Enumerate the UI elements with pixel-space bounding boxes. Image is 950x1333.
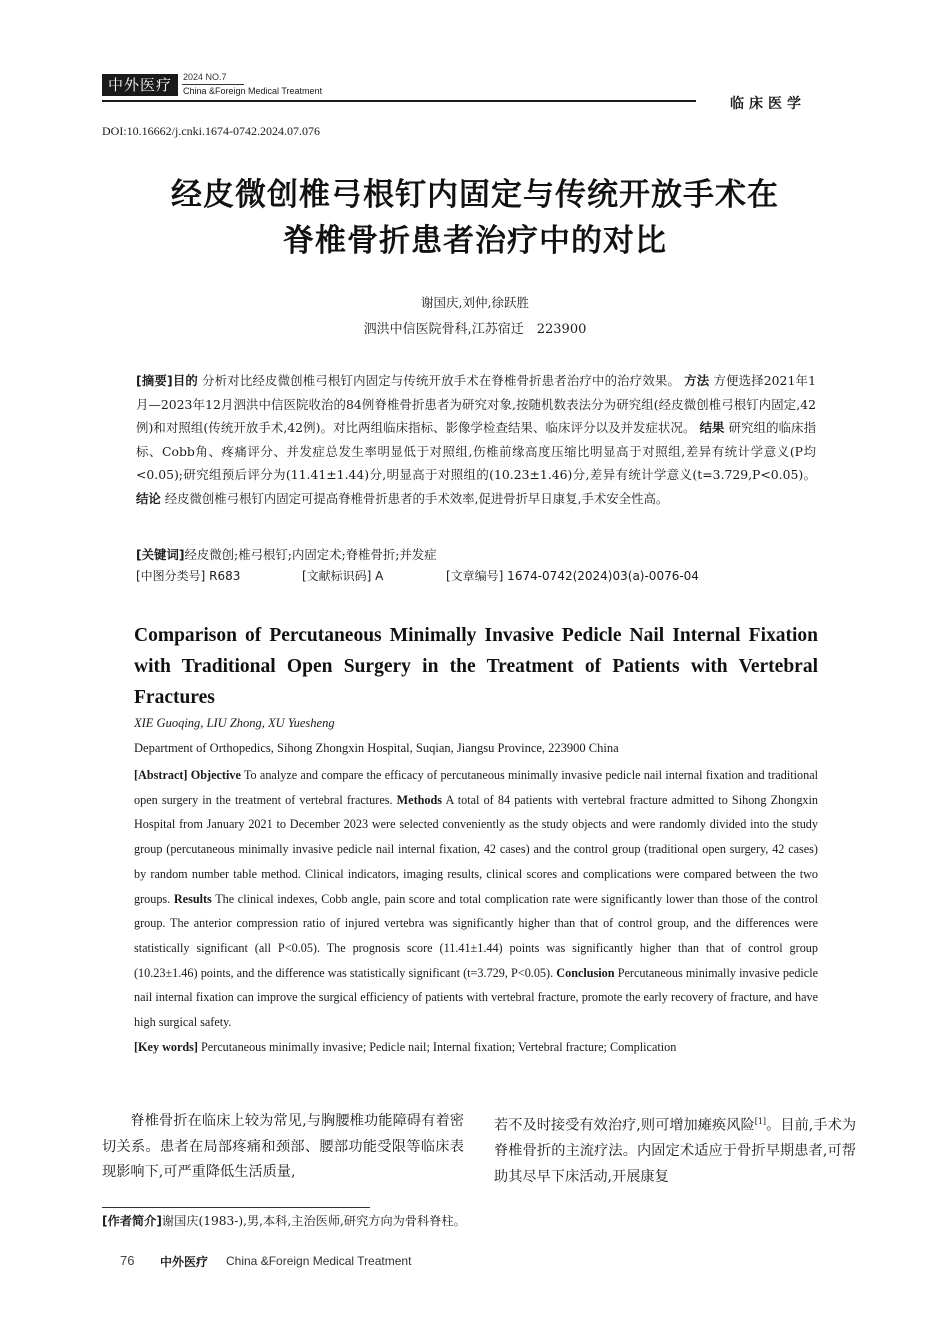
results-label-cn: 结果 <box>699 420 725 435</box>
issue-number: 2024 NO.7 <box>183 72 227 82</box>
title-cn <box>60 172 890 264</box>
objective-label-en: Objective <box>190 768 241 782</box>
results-en: The clinical indexes, Cobb angle, pain score and total complication rate were significantly lower than those of the control group. The anterior compression ratio of injured vertebra was significantly higher than that of control group, and the differences were statistically significant (all P<0.05). The prognosis score (11.41±1.44) points was significantly higher than that of control group (10.23±1.46) points, and the difference was statistically significant (t=3.729, P<0.05). <box>134 891 819 980</box>
results-cn: 研究组的临床指标、Cobb角、疼痛评分、并发症总发生率明显低于对照组,伤椎前缘高度压缩比明显高于对照组,差异有统计学意义(P均<0.05);研究组预后评分为(11.41±1.44)分,明显高于对照组的(10.23±1.46)分,差异有统计学意义(t=3.729,P<0.05)。 <box>136 420 816 482</box>
conclusion-en: Percutaneous minimally invasive pedicle nail internal fixation can improve the surgical efficiency of patients with vertebral fracture, promote the early recovery of fracture, and have high surgical safety. <box>134 965 819 1030</box>
methods-cn: 方便选择2021年1月—2023年12月泗洪中信医院收治的84例脊椎骨折患者为研究对象,按随机数表法分为研究组(经皮微创椎弓根钉内固定,42例)和对照组(传统开放手术,42例)。对比两组临床指标、影像学检查结果、临床评分以及并发症状况。 <box>136 373 816 435</box>
affiliation-en: Department of Orthopedics, Sihong Zhongxin Hospital, Suqian, Jiangsu Province, 223900 China <box>134 741 619 755</box>
doi[interactable]: DOI:10.16662/j.cnki.1674-0742.2024.07.076 <box>102 124 320 138</box>
keywords-en-label: [Key words] <box>134 1039 198 1054</box>
methods-en: A total of 84 patients with vertebral fracture admitted to Sihong Zhongxin Hospital from January 2021 to December 2023 were selected conveniently as the study objects and were randomly divided into the study group (percutaneous minimally invasive pedicle nail internal fixation, 42 cases) and the control group (traditional open surgery, 42 cases) by random number table method. Clinical indicators, imaging results, clinical scores and complications were compared between the two groups. <box>134 792 819 906</box>
doc-code: [文献标识码] A <box>302 569 384 583</box>
article-number: [文章编号] 1674-0742(2024)03(a)-0076-04 <box>446 569 699 583</box>
footnote-text: 谢国庆(1983-),男,本科,主治医师,研究方向为骨科脊柱。 <box>161 1214 466 1228</box>
journal-logo: 中外医疗 <box>102 74 178 96</box>
keywords-en-text: Percutaneous minimally invasive; Pedicle nail; Internal fixation; Vertebral fracture; Complication <box>201 1039 677 1054</box>
footnote-label: [作者简介] <box>102 1214 162 1228</box>
footnote-rule <box>102 1207 370 1208</box>
objective-cn: 分析对比经皮微创椎弓根钉内固定与传统开放手术在脊椎骨折患者治疗中的治疗效果。 <box>202 373 681 388</box>
body-right-text-2: 。目前,手术为脊椎骨折的主流疗法。内固定术适应于骨折早期患者,可帮助其尽早下床活动,开展康复 <box>494 1117 857 1185</box>
footer-journal-en: China &Foreign Medical Treatment <box>226 1254 412 1268</box>
keywords-cn <box>136 543 816 567</box>
keywords-cn-text: 经皮微创;椎弓根钉;内固定术;脊椎骨折;并发症 <box>184 547 437 562</box>
objective-en: To analyze and compare the efficacy of percutaneous minimally invasive pedicle nail internal fixation and traditional open surgery in the treatment of vertebral fractures. <box>134 768 819 807</box>
author-footnote <box>102 1212 466 1229</box>
clc-number: [中图分类号] R683 <box>136 569 241 583</box>
keywords-cn-label: [关键词] <box>136 547 185 562</box>
results-label-en: Results <box>173 891 212 906</box>
body-column-right <box>494 1109 856 1190</box>
conclusion-label-cn: 结论 <box>136 490 161 506</box>
abstract-en-label: [Abstract] <box>134 768 188 782</box>
body-column-left: 脊椎骨折在临床上较为常见,与胸腰椎功能障碍有着密切关系。患者在局部疼痛和颈部、腰部功能受限等临床表现影响下,可严重降低生活质量, <box>102 1113 464 1180</box>
body-right-text-1: 若不及时接受有效治疗,则可增加瘫痪风险 <box>494 1117 755 1134</box>
title-en: Comparison of Percutaneous Minimally Invasive Pedicle Nail Internal Fixation with Traditional Open Surgery in the Treatment of Patients with Vertebral Fractures <box>134 625 818 708</box>
conclusion-label-en: Conclusion <box>556 965 615 980</box>
authors-en: XIE Guoqing, LIU Zhong, XU Yuesheng <box>134 716 335 730</box>
conclusion-cn: 经皮微创椎弓根钉内固定可提高脊椎骨折患者的手术效率,促进骨折早日康复,手术安全性高。 <box>164 490 669 506</box>
page-number: 76 <box>120 1253 135 1268</box>
issue-divider <box>182 84 244 85</box>
citation-ref[interactable]: [1] <box>754 1117 767 1126</box>
objective-label-cn: 目的 <box>172 373 199 388</box>
authors-cn: 谢国庆,刘仲,徐跃胜 <box>421 295 529 310</box>
section-label: 临床医学 <box>730 96 806 112</box>
title-cn-line1: 经皮微创椎弓根钉内固定与传统开放手术在 <box>171 177 779 213</box>
affiliation-cn: 泗洪中信医院骨科,江苏宿迁 223900 <box>363 322 587 337</box>
title-cn-line2: 脊椎骨折患者治疗中的对比 <box>283 223 667 259</box>
methods-label-cn: 方法 <box>684 373 710 388</box>
journal-name-en: China &Foreign Medical Treatment <box>183 86 323 96</box>
abstract-cn-label: [摘要] <box>136 373 173 388</box>
methods-label-en: Methods <box>396 792 443 807</box>
footer-journal-cn: 中外医疗 <box>160 1255 209 1269</box>
abstract-en <box>134 763 818 1059</box>
abstract-cn <box>136 369 816 510</box>
header-rule <box>102 100 696 102</box>
